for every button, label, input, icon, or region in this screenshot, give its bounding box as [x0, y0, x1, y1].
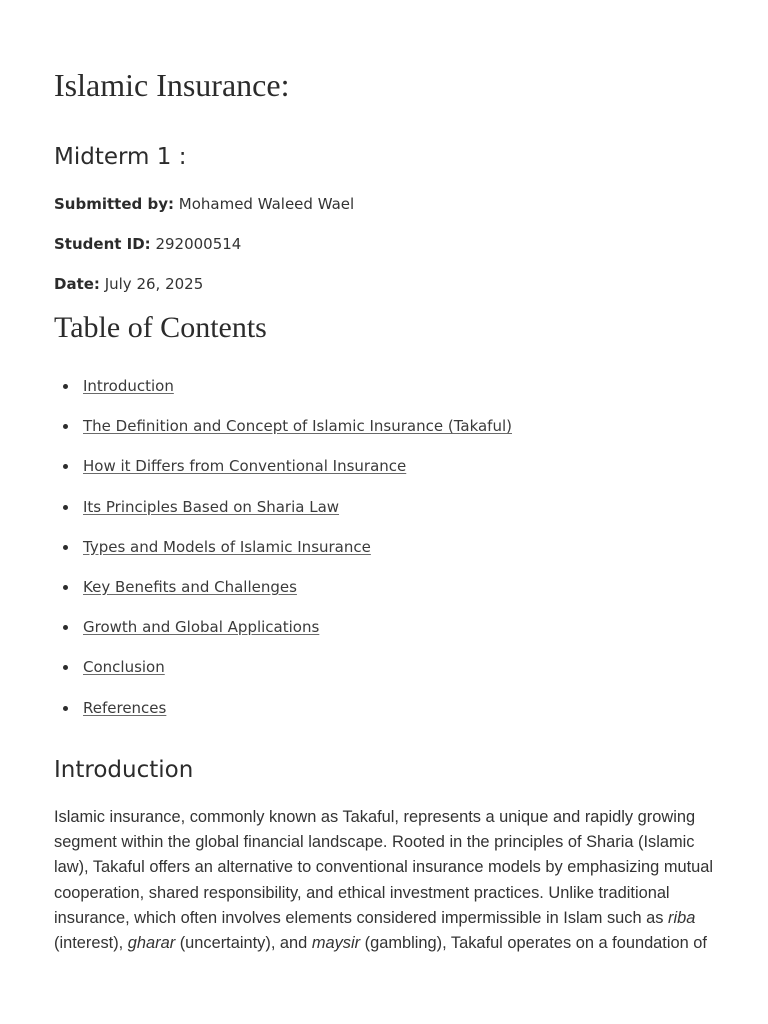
submitted-by-value: Mohamed Waleed Wael	[178, 195, 355, 213]
date-value: July 26, 2025	[104, 275, 204, 293]
bullet-icon	[63, 625, 68, 630]
introduction-heading: Introduction	[54, 757, 194, 783]
intro-text-part: (gambling), Takaful operates on a foundation of	[360, 934, 707, 953]
bullet-icon	[63, 505, 68, 510]
toc-link-growth[interactable]: Growth and Global Applications	[83, 618, 320, 637]
document-title: Islamic Insurance:	[54, 67, 290, 103]
intro-text-part: Islamic insurance, commonly known as Takaful, represents a unique and rapidly growing segment within the global financial landscape. Rooted in the principles of Sharia (Islamic law), Takaful offers an alternative to conventional insurance models by emphasizing mutual cooperation, shared responsibility, and ethical investment practices. Unlike traditional insurance, which often involves elements considered impermissible in Islam such as	[54, 808, 714, 927]
bullet-icon	[63, 464, 68, 469]
bullet-icon	[63, 424, 68, 429]
student-id-value: 292000514	[155, 235, 242, 253]
date-line	[54, 274, 203, 294]
bullet-icon	[63, 384, 68, 389]
intro-text-part: (uncertainty), and	[175, 934, 312, 953]
toc-link-principles[interactable]: Its Principles Based on Sharia Law	[83, 497, 340, 516]
bullet-icon	[63, 585, 68, 590]
document-subtitle: Midterm 1 :	[54, 144, 187, 170]
student-id-label: Student ID:	[54, 235, 151, 253]
toc-link-differences[interactable]: How it Differs from Conventional Insurance	[83, 457, 407, 476]
submitted-by-label: Submitted by:	[54, 195, 174, 213]
toc-link-conclusion[interactable]: Conclusion	[83, 658, 165, 677]
intro-term-gharar: gharar	[127, 934, 176, 953]
submitted-by-line	[54, 194, 354, 214]
toc-link-references[interactable]: References	[83, 698, 167, 717]
date-label: Date:	[54, 275, 100, 293]
toc-link-introduction[interactable]: Introduction	[83, 377, 174, 395]
bullet-icon	[63, 545, 68, 550]
bullet-icon	[63, 665, 68, 670]
toc-link-types-models[interactable]: Types and Models of Islamic Insurance	[83, 537, 371, 556]
bullet-icon	[63, 706, 68, 711]
introduction-paragraph	[54, 805, 716, 956]
intro-term-maysir: maysir	[311, 934, 361, 953]
toc-link-benefits-challenges[interactable]: Key Benefits and Challenges	[83, 577, 297, 596]
toc-title: Table of Contents	[54, 311, 267, 344]
intro-term-riba: riba	[668, 908, 696, 927]
intro-text-part: (interest),	[54, 934, 128, 953]
toc-link-definition[interactable]: The Definition and Concept of Islamic Insurance (Takaful)	[83, 417, 512, 436]
student-id-line	[54, 234, 241, 254]
